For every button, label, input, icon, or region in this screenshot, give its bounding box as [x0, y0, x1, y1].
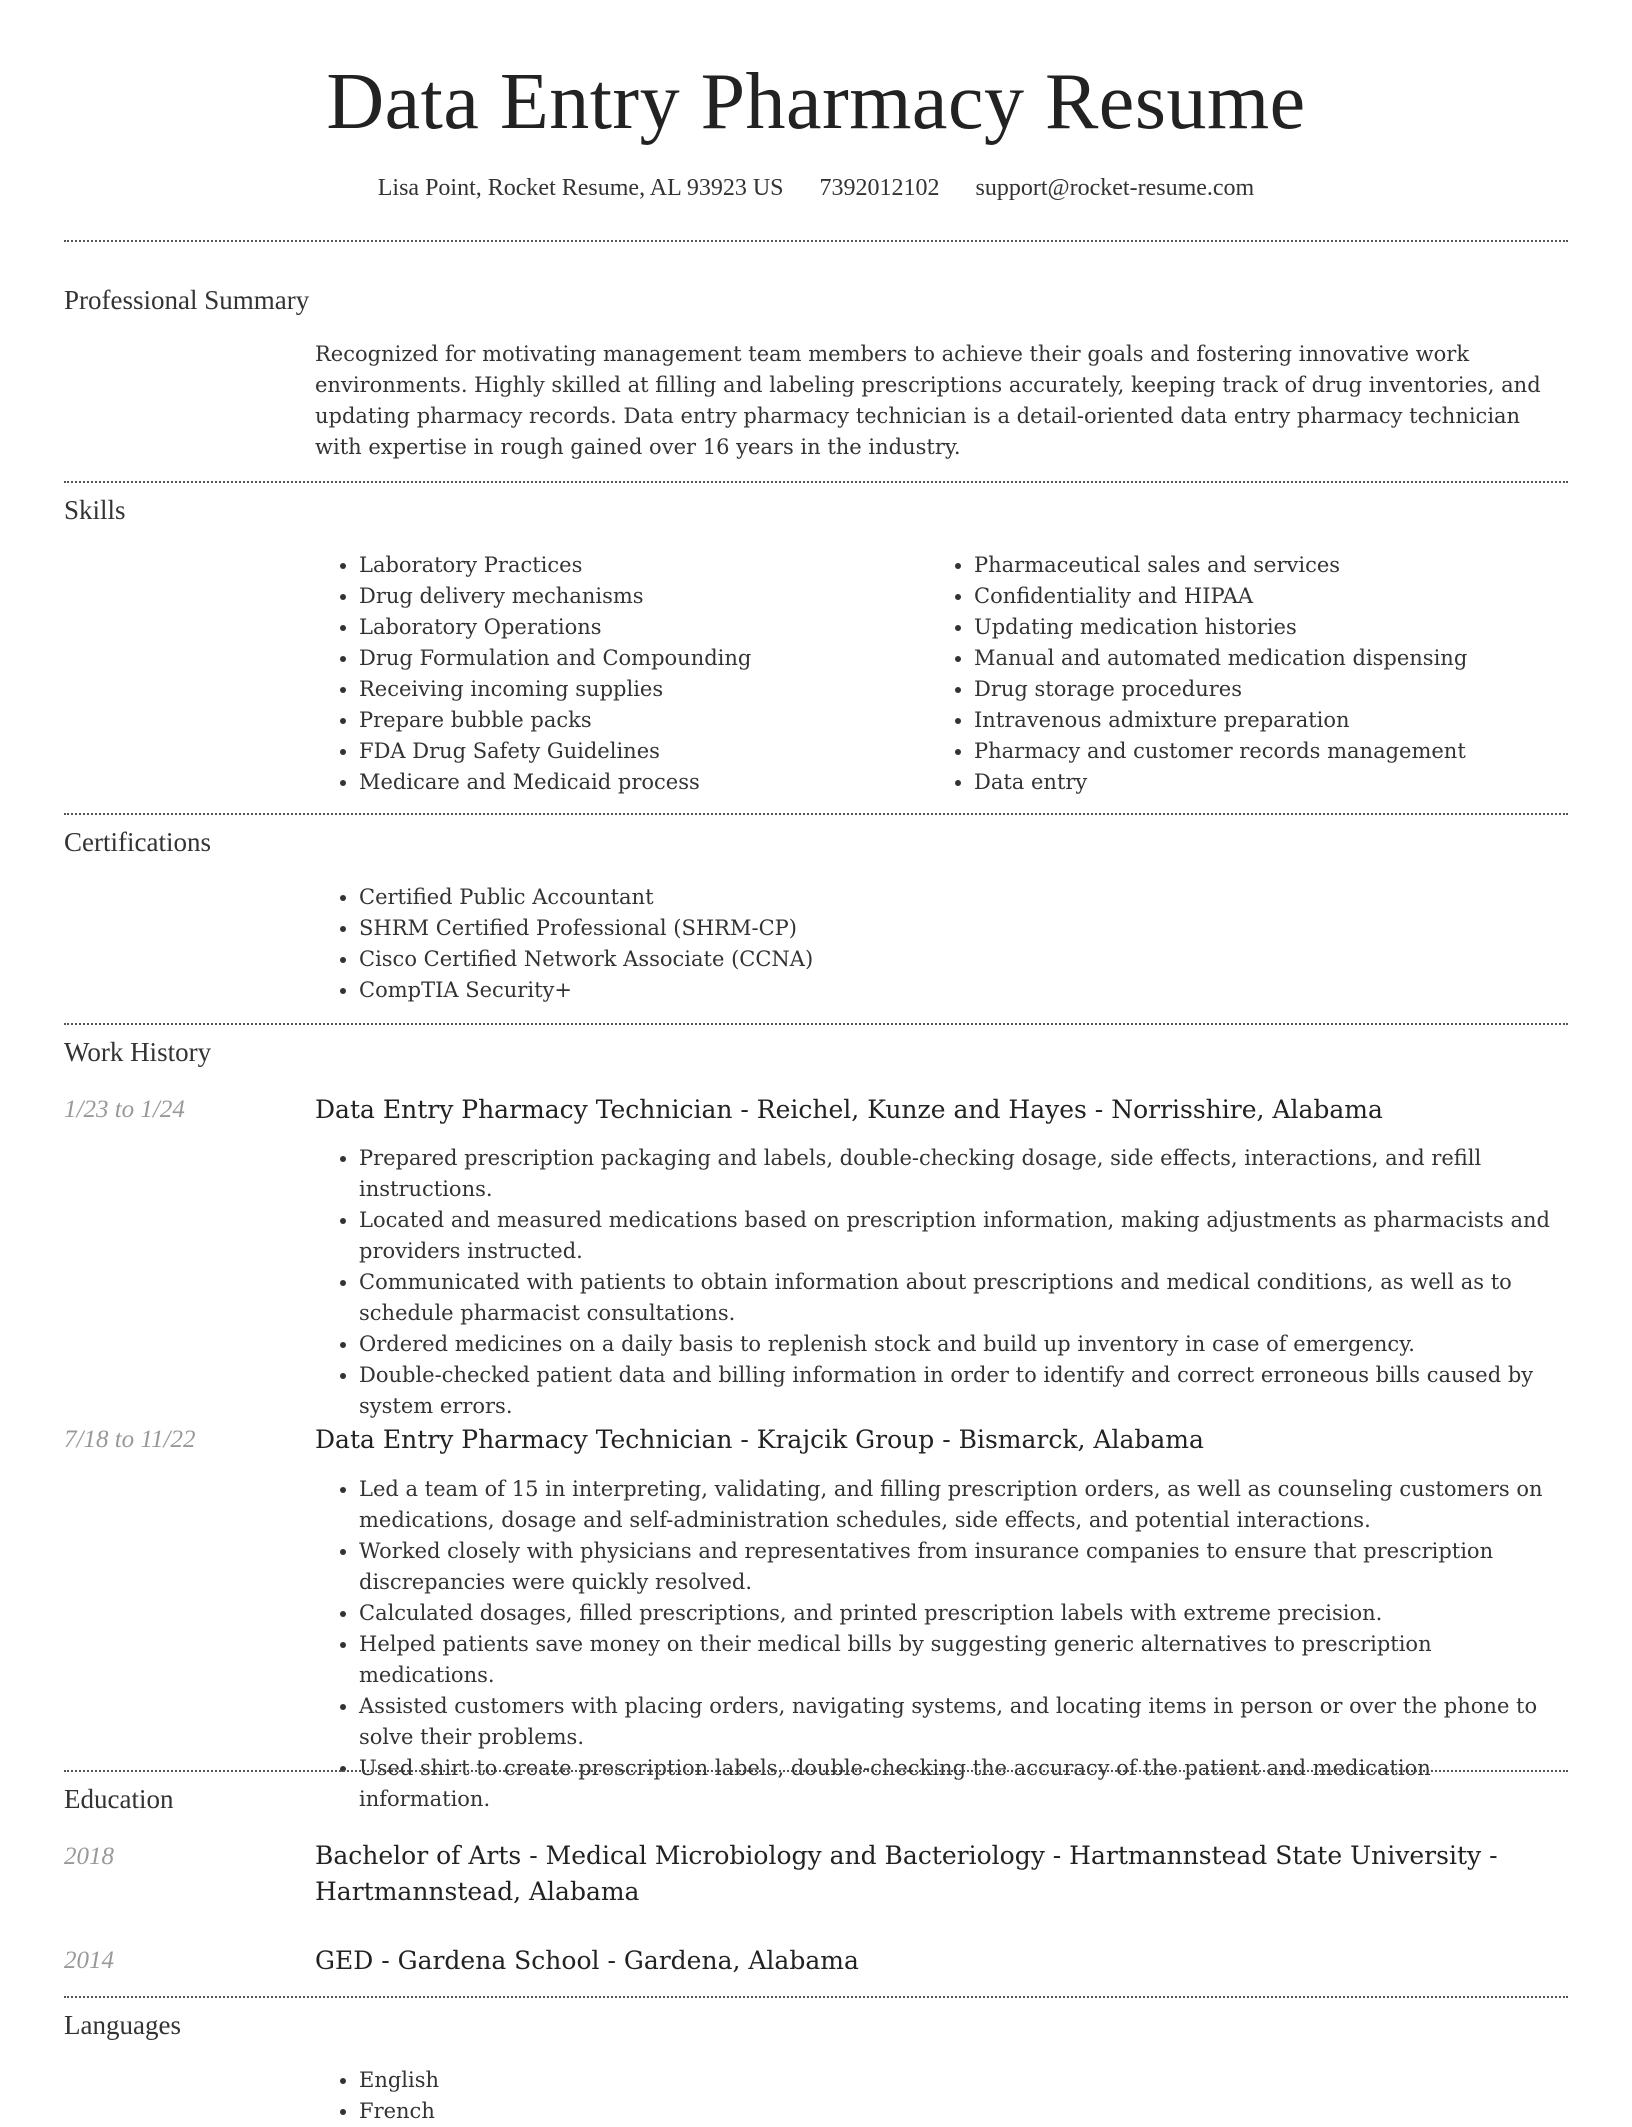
certifications-list — [315, 882, 1612, 1006]
section-heading-summary: Professional Summary — [64, 285, 310, 315]
list-item: • Medicare and Medicaid process — [359, 767, 959, 798]
section-divider — [64, 1996, 1568, 1998]
list-item: • Prepare bubble packs — [359, 705, 959, 736]
list-item: • Certified Public Accountant — [359, 882, 1612, 913]
list-item: • Ordered medicines on a daily basis to replenish stock and build up inventory in case of emergency. — [359, 1329, 1568, 1360]
education-entry: Bachelor of Arts - Medical Microbiology and Bacteriology - Hartmannstead State University - Hartmannstead, Alabama — [315, 1841, 1498, 1906]
list-item: • Receiving incoming supplies — [359, 674, 959, 705]
list-item: • Data entry — [974, 767, 1612, 798]
section-divider — [64, 240, 1568, 242]
job-bullets — [315, 1143, 1568, 1422]
skills-list-right — [930, 550, 1612, 798]
education-year: 2014 — [64, 1947, 114, 1974]
resume-title: Data Entry Pharmacy Resume — [326, 58, 1306, 146]
education-entry: GED - Gardena School - Gardena, Alabama — [315, 1946, 859, 1975]
list-item: • French — [359, 2096, 1612, 2127]
list-item: • Assisted customers with placing orders, navigating systems, and locating items in person or over the phone to solve their problems. — [359, 1691, 1568, 1753]
list-item: • Double-checked patient data and billing information in order to identify and correct erroneous bills caused by system errors. — [359, 1360, 1568, 1422]
contact-line — [64, 170, 1568, 206]
list-item: • Led a team of 15 in interpreting, validating, and filling prescription orders, as well as counseling customers on medications, dosage and self-administration schedules, side effects, and potential interactions. — [359, 1474, 1568, 1536]
job-bullets — [315, 1474, 1568, 1815]
list-item: • Laboratory Operations — [359, 612, 959, 643]
contact-address: Lisa Point, Rocket Resume, AL 93923 US — [377, 175, 784, 201]
job-dates: 7/18 to 11/22 — [64, 1426, 196, 1453]
list-item: • FDA Drug Safety Guidelines — [359, 736, 959, 767]
section-heading-education: Education — [64, 1784, 174, 1814]
contact-phone: 7392012102 — [819, 175, 940, 201]
list-item: • Laboratory Practices — [359, 550, 959, 581]
list-item: • Used shirt to create prescription labels, double-checking the accuracy of the patient and medication information. — [359, 1753, 1568, 1815]
contact-email: support@rocket-resume.com — [975, 175, 1255, 201]
list-item: • Cisco Certified Network Associate (CCNA) — [359, 944, 1612, 975]
job-dates: 1/23 to 1/24 — [64, 1096, 185, 1123]
list-item: • Intravenous admixture preparation — [974, 705, 1612, 736]
list-item: • Helped patients save money on their medical bills by suggesting generic alternatives to prescription medications. — [359, 1629, 1568, 1691]
list-item: • Pharmacy and customer records management — [974, 736, 1612, 767]
list-item: • English — [359, 2065, 1612, 2096]
section-divider — [64, 1023, 1568, 1025]
section-heading-certifications: Certifications — [64, 827, 211, 857]
list-item: • Pharmaceutical sales and services — [974, 550, 1612, 581]
list-item: • Prepared prescription packaging and labels, double-checking dosage, side effects, interactions, and refill instructions. — [359, 1143, 1568, 1205]
list-item: • Updating medication histories — [974, 612, 1612, 643]
list-item: • Drug Formulation and Compounding — [359, 643, 959, 674]
job-title: Data Entry Pharmacy Technician - Reichel, Kunze and Hayes - Norrisshire, Alabama — [315, 1095, 1383, 1124]
summary-text: Recognized for motivating management team members to achieve their goals and fostering innovative work environments. Highly skilled at filling and labeling prescriptions accurately, keeping track of drug inventories, and updating pharmacy records. Data entry pharmacy technician is a detail-oriented data entry pharmacy technician with expertise in rough gained over 16 years in the industry. — [315, 342, 1541, 459]
list-item: • Confidentiality and HIPAA — [974, 581, 1612, 612]
list-item: • Calculated dosages, filled prescriptions, and printed prescription labels with extreme precision. — [359, 1598, 1568, 1629]
languages-list — [315, 2065, 1612, 2127]
section-divider — [64, 813, 1568, 815]
list-item: • CompTIA Security+ — [359, 975, 1612, 1006]
section-divider — [64, 1770, 1568, 1772]
section-divider — [64, 481, 1568, 483]
list-item: • Worked closely with physicians and representatives from insurance companies to ensure that prescription discrepancies were quickly resolved. — [359, 1536, 1568, 1598]
section-heading-work: Work History — [64, 1037, 212, 1067]
skills-list-left — [315, 550, 959, 798]
section-heading-skills: Skills — [64, 495, 126, 525]
education-year: 2018 — [64, 1843, 114, 1870]
list-item: • Communicated with patients to obtain information about prescriptions and medical conditions, as well as to schedule pharmacist consultations. — [359, 1267, 1568, 1329]
job-title: Data Entry Pharmacy Technician - Krajcik Group - Bismarck, Alabama — [315, 1425, 1204, 1454]
list-item: • Located and measured medications based on prescription information, making adjustments as pharmacists and providers instructed. — [359, 1205, 1568, 1267]
list-item: • Drug delivery mechanisms — [359, 581, 959, 612]
section-heading-languages: Languages — [64, 2010, 181, 2040]
list-item: • Drug storage procedures — [974, 674, 1612, 705]
list-item: • Manual and automated medication dispensing — [974, 643, 1612, 674]
list-item: • SHRM Certified Professional (SHRM-CP) — [359, 913, 1612, 944]
